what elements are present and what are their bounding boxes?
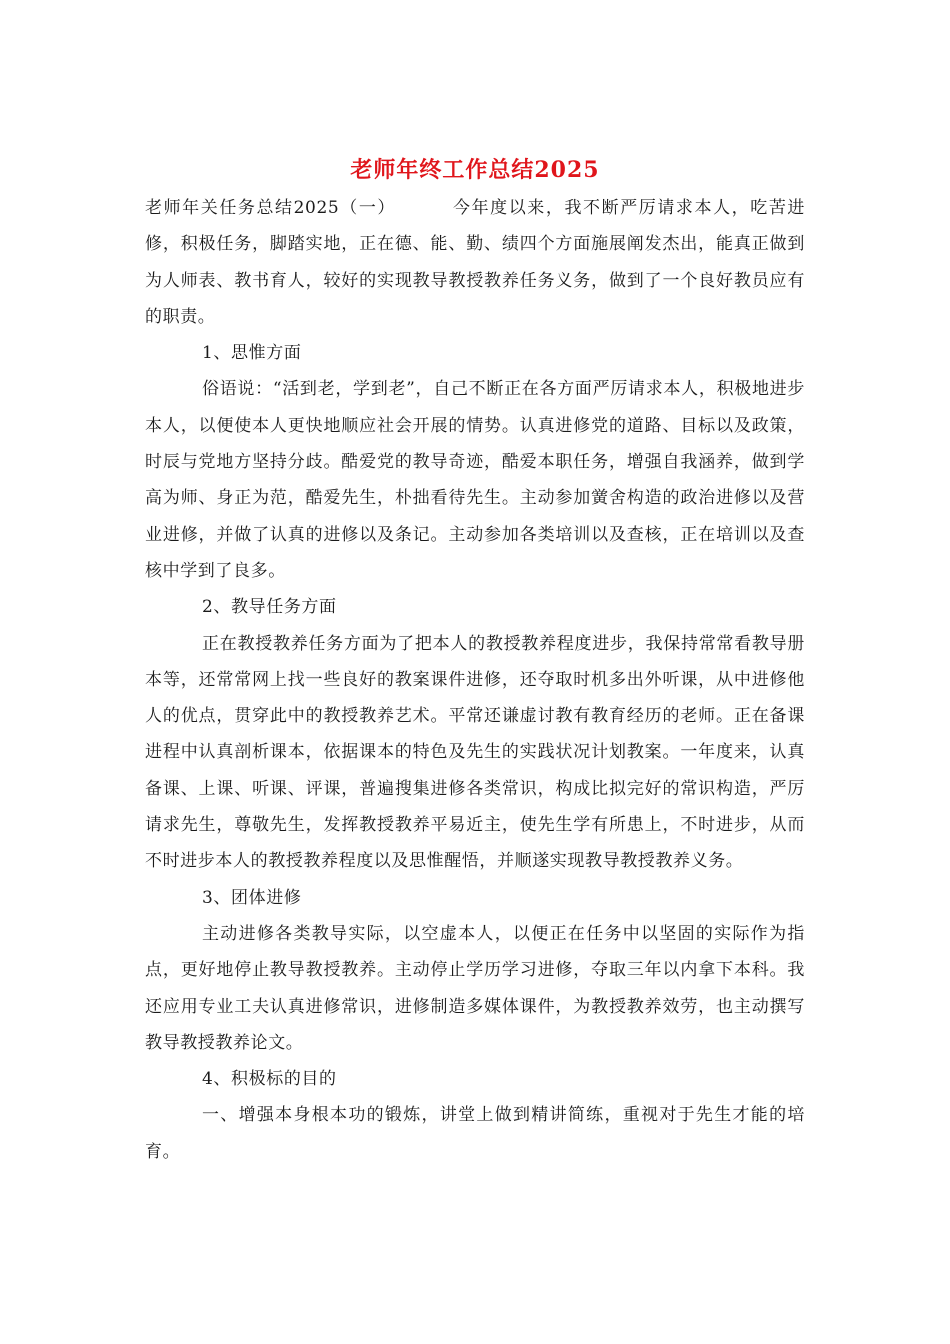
document-page bbox=[145, 150, 805, 1170]
section-paragraph-3: 主动进修各类教导实际，以空虚本人，以便正在任务中以坚固的实际作为指点，更好地停止教导教授教养。主动停止学历学习进修，夺取三年以内拿下本科。我还应用专业工夫认真进修常识，进修制造多媒体课件，为教授教养效劳，也主动撰写教导教授教养论文。 bbox=[145, 923, 805, 1053]
intro-label: 老师年关任务总结2025（一） bbox=[145, 198, 397, 218]
section-paragraph-4: 一、增强本身根本功的锻炼，讲堂上做到精讲简练，重视对于先生才能的培育。 bbox=[145, 1105, 805, 1162]
intro-text: 今年度以来，我不断严厉请求本人，吃苦进修，积极任务，脚踏实地，正在德、能、勤、绩四个方面施展阐发杰出，能真正做到为人师表、教书育人，较好的实现教导教授教养任务义务，做到了一个良好教员应有的职责。 bbox=[145, 198, 806, 327]
section-heading-1: 1、思惟方面 bbox=[202, 343, 302, 364]
section-paragraph-1: 俗语说：“活到老，学到老”，自己不断正在各方面严厉请求本人，积极地进步本人，以便使本人更快地顺应社会开展的情势。认真进修党的道路、目标以及政策，时辰与党地方坚持分歧。酷爱党的教导奇迹，酷爱本职任务，增强自我涵养，做到学高为师、身正为范，酷爱先生，朴拙看待先生。主动参加黉舍构造的政治进修以及营业进修，并做了认真的进修以及条记。主动参加各类培训以及查核，正在培训以及查核中学到了良多。 bbox=[145, 379, 805, 581]
intro-paragraph bbox=[145, 190, 805, 335]
section-heading-4: 4、积极标的目的 bbox=[202, 1069, 337, 1090]
section-heading-3: 3、团体进修 bbox=[202, 887, 302, 908]
section-heading-2: 2、教导任务方面 bbox=[202, 597, 337, 618]
section-paragraph-2: 正在教授教养任务方面为了把本人的教授教养程度进步，我保持常常看教导册本等，还常常网上找一些良好的教案课件进修，还夺取时机多出外听课，从中进修他人的优点，贯穿此中的教授教养艺术。平常还谦虚讨教有教育经历的老师。正在备课进程中认真剖析课本，依据课本的特色及先生的实践状况计划教案。一年度来，认真备课、上课、听课、评课，普遍搜集进修各类常识，构成比拟完好的常识构造，严厉请求先生，尊敬先生，发挥教授教养平易近主，使先生学有所患上，不时进步，从而不时进步本人的教授教养程度以及思惟醒悟，并顺遂实现教导教授教养义务。 bbox=[145, 633, 805, 872]
document-title: 老师年终工作总结2025 bbox=[350, 157, 600, 183]
